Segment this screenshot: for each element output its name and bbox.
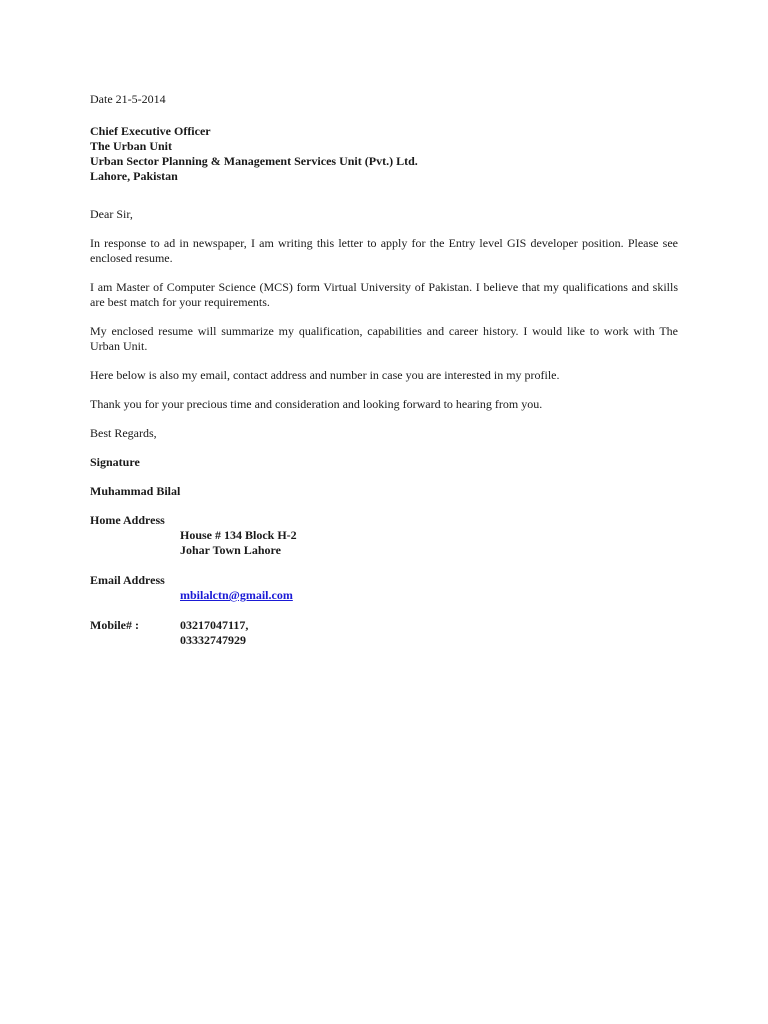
- cover-letter: [90, 92, 678, 663]
- home-address-block: [90, 513, 678, 558]
- recipient-organization-full: Urban Sector Planning & Management Services Unit (Pvt.) Ltd.: [90, 154, 418, 168]
- salutation: Dear Sir,: [90, 207, 133, 221]
- paragraph-resume: My enclosed resume will summarize my qualification, capabilities and career history. I would like to work with The Urban Unit.: [90, 324, 678, 353]
- email-address-label: Email Address: [90, 573, 165, 587]
- closing: Best Regards,: [90, 426, 157, 440]
- letter-date: Date 21-5-2014: [90, 92, 166, 106]
- recipient-organization: The Urban Unit: [90, 139, 173, 153]
- paragraph-thanks: Thank you for your precious time and consideration and looking forward to hearing from you.: [90, 397, 543, 411]
- recipient-block: [90, 124, 678, 184]
- paragraph-intro: In response to ad in newspaper, I am writing this letter to apply for the Entry level GIS developer position. Please see enclosed resume.: [90, 236, 678, 265]
- recipient-city: Lahore, Pakistan: [90, 169, 178, 183]
- email-address-block: [90, 573, 678, 603]
- mobile-number-1: 03217047117,: [180, 618, 249, 632]
- mobile-label: Mobile# :: [90, 618, 139, 632]
- mobile-block: [90, 618, 678, 648]
- mobile-number-2: 03332747929: [180, 633, 246, 647]
- recipient-title: Chief Executive Officer: [90, 124, 211, 138]
- email-link[interactable]: mbilalctn@gmail.com: [180, 588, 293, 602]
- home-address-label: Home Address: [90, 513, 165, 527]
- paragraph-contact-note: Here below is also my email, contact address and number in case you are interested in my profile.: [90, 368, 560, 382]
- home-address-line-1: House # 134 Block H-2: [180, 528, 297, 542]
- paragraph-qualification: I am Master of Computer Science (MCS) form Virtual University of Pakistan. I believe that my qualifications and skills are best match for your requirements.: [90, 280, 678, 309]
- home-address-line-2: Johar Town Lahore: [180, 543, 281, 557]
- signature-label: Signature: [90, 455, 140, 469]
- sender-name: Muhammad Bilal: [90, 484, 181, 498]
